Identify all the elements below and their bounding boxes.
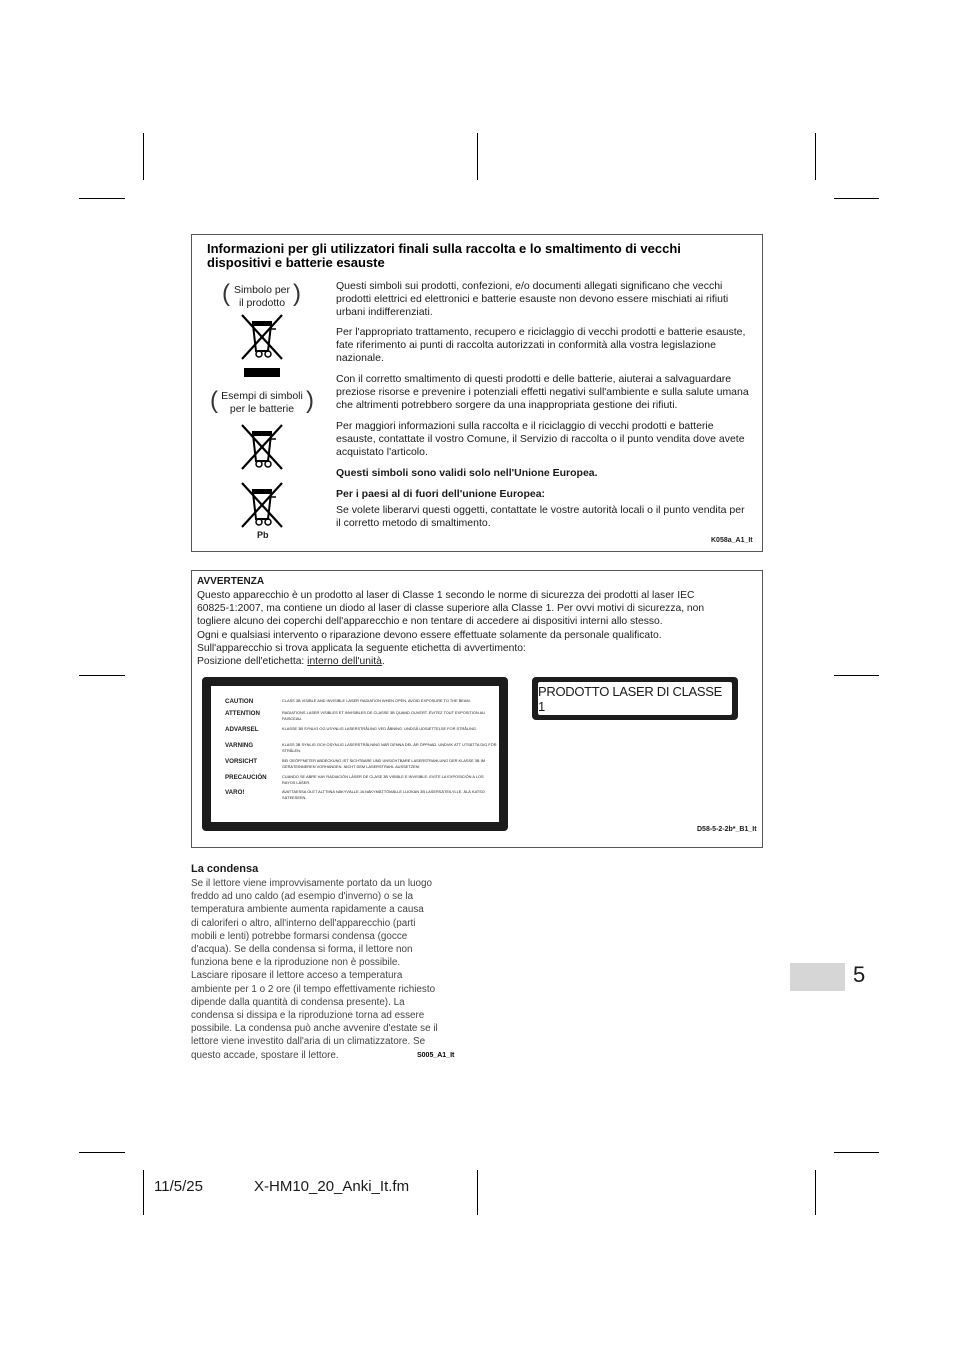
condensa-body: Se il lettore viene improvvisamente portato da un luogo freddo ad uno caldo (ad esempio d'inverno) o se la temperatura ambiente aumenta rapidamente a causa di caloriferi o altro, all'interno dell'apparecchio (parti mobili e lenti) potrebbe formarsi condensa (gocce d'acqua). Se della condensa si forma, il lettore non funziona bene e la riproduzione non è possibile. Lasciare riposare il lettore acceso a temperatura ambiente per 1 o 2 ore (il tempo effettivamente richiesto dipende dalla quantità di condensa presente). La condensa si dissipa e la riproduzione torna ad essere possibile. La condensa può anche avvenire d'estate se il lettore viene investito dall'aria di un climatizzatore. Se questo accade, spostare il lettore. <box>191 878 438 1061</box>
crop-mark <box>815 1170 816 1215</box>
crop-mark <box>477 1170 478 1215</box>
crop-mark <box>79 675 125 676</box>
weee-eu-only: Questi simboli sono validi solo nell'Unione Europea. <box>336 467 598 479</box>
warning-body: Questo apparecchio è un prodotto al laser di Classe 1 secondo le norme di sicurezza dei prodotti al laser IEC 60825-1:2007, ma contiene un diodo al laser di classe superiore alla Classe 1. Per ovvi motivi di sicurezza, non togliere alcuno dei coperchi dell'apparecchio e non tentare di accedere ai dispositivi interni allo stesso. Ogni e qualsiasi intervento o riparazione devono essere effettuate solamente da personale qualificato. Sull'apparecchio si trova applicata la seguente etichetta di avvertimento: Posizione dell'etichetta: interno dell'unità. <box>197 590 705 668</box>
footer-date: 11/5/25 <box>154 1178 203 1195</box>
pb-label: Pb <box>257 530 269 540</box>
crop-mark <box>815 133 816 180</box>
crop-mark <box>143 1170 144 1215</box>
symbol-product-label: Simbolo per il prodotto <box>233 284 291 309</box>
weee-title: Informazioni per gli utilizzatori finali sulla raccolta e lo smaltimento di vecchi dispositivi e batterie esauste <box>207 241 681 270</box>
paren-left: ( <box>222 280 230 307</box>
paren-right: ) <box>306 387 314 414</box>
condensa-code: S005_A1_It <box>417 1052 455 1059</box>
warning-title: AVVERTENZA <box>197 576 265 587</box>
weee-paragraph: Per l'appropriato trattamento, recupero e riciclaggio di vecchi prodotti e batterie esauste, fate riferimento ai punti di raccolta autorizzati in conformità alla vostra legislazione nazionale. <box>336 326 746 365</box>
laser-warning-box <box>191 570 763 848</box>
footer-filename: X-HM10_20_Anki_It.fm <box>254 1178 410 1195</box>
laser-class-label-text: PRODOTTO LASER DI CLASSE 1 <box>538 682 732 715</box>
crop-mark <box>834 198 879 199</box>
weee-outside-eu-heading: Per i paesi al di fuori dell'unione Europea: <box>336 488 546 500</box>
solid-bar-mark <box>244 368 280 377</box>
weee-paragraph: Con il corretto smaltimento di questi prodotti e delle batterie, aiuterai a salvaguardare preziose risorse e prevenire i potenziali effetti negativi sull'ambiente e sulla salute umana che altrimenti potrebbero sorgere da una inappropriata gestione dei rifiuti. <box>336 373 749 412</box>
crop-mark <box>834 675 879 676</box>
caution-label-inner: CAUTION CLASS 3B VISIBLE AND INVISIBLE LASER RADIATION WHEN OPEN, AVOID EXPOSURE TO THE BEAM. ATTENTION RADIATIONS LASER VISIBLES ET INVISIBLES DE CLASSE 3B QUAND OUVERT. ÉVITEZ TOUT EXPOSITION AU FAISCEAU. ADVARSEL KLASSE 3B SYNLIG OG USYNLIG LASERSTRÅLING VED ÅBNING. UNDGÅ UDSÆTTELSE FOR STRÅLING. VARNING KLASS 3B SYNLIG OCH OSYNLIG LASERSTRÅLNING NÄR DENNA DEL ÄR ÖPPNAD. UNDVIK ATT UTSÄTTA DIG FÖR STRÅLEN. VORSICHT BEI GEÖFFNETER ABDECKUNG IST SICHTBARE UND UNSICHTBARE LASERSTRAHLUNG DER KLASSE 3B IM GERÄTEINNEREN VORHANDEN. NICHT DEM LASERSTRAHL AUSSETZEN! PRECAUCIÓN CUANDO SE ABRE HAY RADIACIÓN LÁSER DE CLASE 3B VISIBLE E INVISIBLE. EVITE LA EXPOSICIÓN A LOS RAYOS LÁSER. VARO! AVATTAESSA OLET ALTTIINA NÄKYVÄLLE JA NÄKYMÄTTÖMÄLLE LUOKAN 3B LASERSÄTEILYLLE. ÄLÄ KATSO SÄTEESEEN. <box>211 686 499 822</box>
crop-mark <box>79 198 125 199</box>
weee-paragraph: Per maggiori informazioni sulla raccolta e il riciclaggio di vecchi prodotti e batterie esauste, contattate il vostro Comune, il Servizio di raccolta o il punto vendita dove avete acquistato l'articolo. <box>336 420 745 459</box>
weee-code: K058a_A1_It <box>711 537 753 544</box>
warning-code: D58-5-2-2b*_B1_It <box>697 826 757 833</box>
crossed-bin-icon <box>238 423 286 471</box>
paren-right: ) <box>293 280 301 307</box>
page-tab-bar <box>790 963 845 991</box>
weee-outside-eu-text: Se volete liberarvi questi oggetti, contattate le vostre autorità locali o il punto vendita per il corretto metodo di smaltimento. <box>336 504 745 530</box>
paren-left: ( <box>210 387 218 414</box>
laser-class-label <box>532 677 738 720</box>
symbol-battery-label: Esempi di simboli per le batterie <box>221 390 303 415</box>
label-position-value: interno dell'unità <box>307 656 382 668</box>
crop-mark <box>834 1152 879 1153</box>
laser-caution-label <box>202 677 508 831</box>
crop-mark <box>79 1152 125 1153</box>
weee-disposal-box <box>191 234 763 552</box>
crop-mark <box>477 133 478 180</box>
crossed-bin-icon <box>238 481 286 529</box>
crossed-bin-icon <box>238 313 286 361</box>
crop-mark <box>143 133 144 180</box>
condensa-title: La condensa <box>191 863 259 875</box>
weee-paragraph: Questi simboli sui prodotti, confezioni, e/o documenti allegati significano che vecchi prodotti elettrici ed elettronici e batterie esauste non devono essere mischiati ai rifiuti urbani indifferenziati. <box>336 280 729 319</box>
page-number: 5 <box>853 962 866 987</box>
